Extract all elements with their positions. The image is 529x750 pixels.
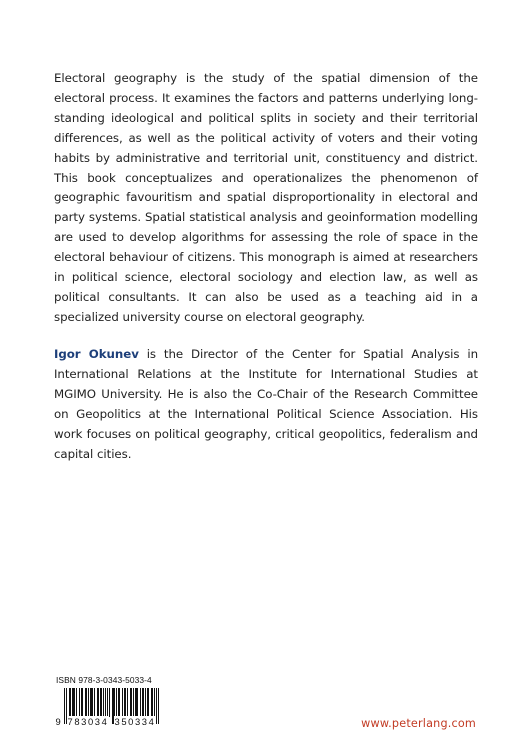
barcode-digits bbox=[56, 716, 164, 730]
barcode-bar bbox=[74, 688, 75, 717]
barcode-bar bbox=[79, 688, 80, 717]
barcode-bar bbox=[147, 688, 148, 717]
barcode-bar bbox=[94, 688, 95, 717]
barcode-bar bbox=[154, 688, 155, 717]
barcode-bar bbox=[142, 688, 143, 717]
author-name: Igor Okunev bbox=[54, 347, 139, 361]
publisher-url: www.peterlang.com bbox=[361, 717, 476, 730]
barcode-bar bbox=[73, 688, 74, 717]
barcode-bar bbox=[97, 688, 98, 717]
author-bio-text: is the Director of the Center for Spatial Analysis in International Relations at the Institute for International Studies at MGIMO University. He is also the Co-Chair of the Research Committee on Geopolitics at the International Political Science Association. His work focuses on political geography, critical geopolitics, federalism and capital cities. bbox=[54, 347, 478, 461]
barcode-bar bbox=[88, 688, 89, 717]
barcode-bar bbox=[81, 688, 82, 717]
barcode-bar bbox=[143, 688, 144, 717]
barcode-bar bbox=[82, 688, 83, 717]
barcode-bar bbox=[105, 688, 106, 717]
barcode-bar bbox=[127, 688, 128, 717]
barcode-bar bbox=[100, 688, 101, 717]
barcode-bar bbox=[151, 688, 152, 717]
barcode-digits-right: 350334 bbox=[114, 716, 156, 727]
barcode-bar bbox=[70, 688, 71, 717]
barcode-digit-first: 9 bbox=[55, 716, 61, 727]
barcode-bar bbox=[92, 688, 93, 717]
barcode-bar bbox=[125, 688, 126, 717]
barcode-bar bbox=[90, 688, 91, 717]
barcode-bar bbox=[136, 688, 137, 717]
barcode-bar bbox=[130, 688, 131, 717]
barcode-bar bbox=[137, 688, 138, 717]
barcode-bar bbox=[107, 688, 108, 717]
barcode-bar bbox=[152, 688, 153, 717]
isbn-barcode bbox=[56, 688, 164, 729]
author-bio-paragraph bbox=[54, 345, 478, 464]
barcode-bar bbox=[122, 688, 123, 717]
barcode-bar bbox=[85, 688, 86, 717]
barcode-digits-left: 783034 bbox=[67, 716, 109, 727]
barcode-bar bbox=[145, 688, 146, 717]
barcode-bar bbox=[86, 688, 87, 717]
barcode-bar bbox=[131, 688, 132, 717]
barcode-bar bbox=[148, 688, 149, 717]
barcode-bar bbox=[72, 688, 73, 717]
barcode-bar bbox=[140, 688, 141, 717]
barcode-bar bbox=[119, 688, 120, 717]
isbn-label: ISBN 978-3-0343-5033-4 bbox=[56, 675, 152, 685]
barcode-bar bbox=[98, 688, 99, 717]
barcode-bar bbox=[118, 688, 119, 717]
barcode-bar bbox=[124, 688, 125, 717]
barcode-bar bbox=[133, 688, 134, 717]
barcode-bar bbox=[103, 688, 104, 717]
barcode-bar bbox=[101, 688, 102, 717]
barcode-bar bbox=[76, 688, 77, 717]
blurb-paragraph: Electoral geography is the study of the spatial dimension of the electoral process. It examines the factors and patterns underlying long-standing ideological and political splits in society and their territorial differences, as well as the political activity of voters and their voting habits by administrative and territorial unit, constituency and district. This book conceptualizes and operationalizes the phenomenon of geographic favouritism and spatial disproportionality in electoral and party systems. Spatial statistical analysis and geoinformation modelling are used to develop algorithms for assessing the role of space in the electoral behaviour of citizens. This monograph is aimed at researchers in political science, electoral sociology and election law, as well as political consultants. It can also be used as a teaching aid in a specialized university course on electoral geography. bbox=[54, 71, 478, 324]
barcode-bar bbox=[109, 688, 110, 717]
barcode-bar bbox=[135, 688, 136, 717]
barcode-bar bbox=[91, 688, 92, 717]
barcode-bar bbox=[116, 688, 117, 717]
barcode-bar bbox=[69, 688, 70, 717]
